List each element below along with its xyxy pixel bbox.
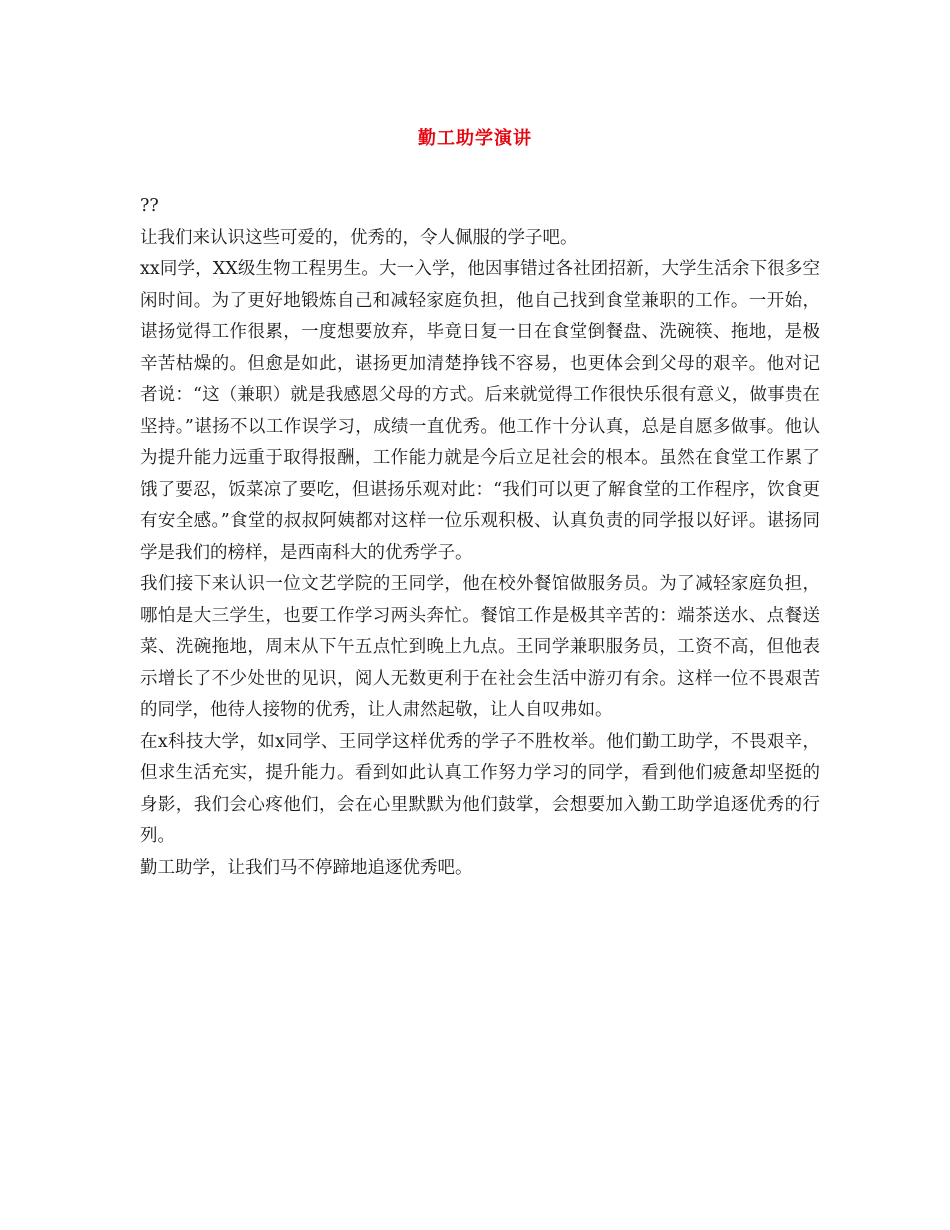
document-title: 勤工助学演讲 [418, 128, 532, 149]
document-body [140, 191, 820, 884]
paragraph-placeholder: ?? [140, 196, 159, 216]
paragraph-closing: 勤工助学，让我们马不停蹄地追逐优秀吧。 [140, 857, 473, 878]
paragraph-intro: 让我们来认识这些可爱的，优秀的，令人佩服的学子吧。 [140, 227, 578, 248]
paragraph-summary: 在x科技大学，如x同学、王同学这样优秀的学子不胜枚举。他们勤工助学，不畏艰辛，但求生活充实，提升能力。看到如此认真工作努力学习的同学，看到他们疲惫却坚挺的身影，我们会心疼他们，会在心里默默为他们鼓掌，会想要加入勤工助学追逐优秀的行列。 [140, 731, 820, 846]
paragraph-student-story-1: xx同学，XX级生物工程男生。大一入学，他因事错过各社团招新，大学生活余下很多空闲时间。为了更好地锻炼自己和减轻家庭负担，他自己找到食堂兼职的工作。一开始，谌扬觉得工作很累，一度想要放弃，毕竟日复一日在食堂倒餐盘、洗碗筷、拖地，是极辛苦枯燥的。但愈是如此，谌扬更加清楚挣钱不容易，也更体会到父母的艰辛。他对记者说：“这（兼职）就是我感恩父母的方式。后来就觉得工作很快乐很有意义，做事贵在坚持。”谌扬不以工作误学习，成绩一直优秀。他工作十分认真，总是自愿多做事。他认为提升能力远重于取得报酬，工作能力就是今后立足社会的根本。虽然在食堂工作累了饿了要忍，饭菜凉了要吃，但谌扬乐观对此：“我们可以更了解食堂的工作程序，饮食更有安全感。”食堂的叔叔阿姨都对这样一位乐观积极、认真负责的同学报以好评。谌扬同学是我们的榜样，是西南科大的优秀学子。 [140, 259, 820, 563]
paragraph-student-story-2: 我们接下来认识一位文艺学院的王同学，他在校外餐馆做服务员。为了减轻家庭负担，哪怕是大三学生，也要工作学习两头奔忙。餐馆工作是极其辛苦的：端茶送水、点餐送菜、洗碗拖地，周末从下午五点忙到晚上九点。王同学兼职服务员，工资不高，但他表示增长了不少处世的见识，阅人无数更利于在社会生活中游刃有余。这样一位不畏艰苦的同学，他待人接物的优秀，让人肃然起敬，让人自叹弗如。 [140, 574, 820, 720]
